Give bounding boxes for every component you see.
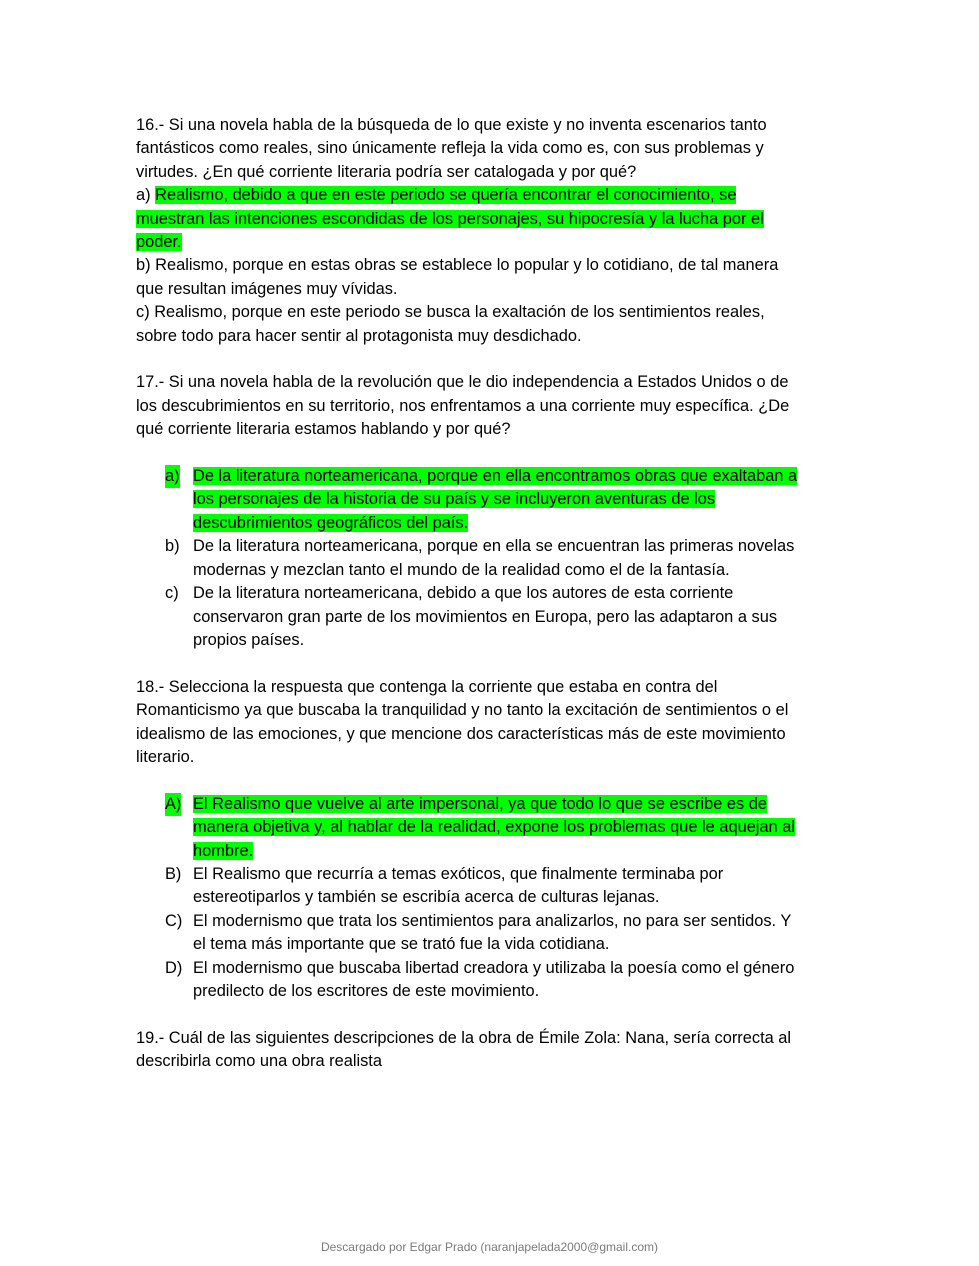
question-18 xyxy=(136,676,846,770)
question-18-line: literario. xyxy=(136,747,195,766)
question-16-option-b xyxy=(136,254,846,301)
option-line: el tema más importante que se trató fue la vida cotidiana. xyxy=(193,935,610,954)
option-line: El Realismo que recurría a temas exóticos, que finalmente terminaba por xyxy=(193,864,724,883)
option-line: c) Realismo, porque en este periodo se busca la exaltación de los sentimientos reales, xyxy=(136,303,765,322)
question-18-options xyxy=(136,793,846,1004)
option-label: a) xyxy=(165,465,180,488)
document-body xyxy=(136,114,846,1097)
option-line: Realismo, debido a que en este periodo se quería encontrar el conocimiento, se xyxy=(155,186,737,205)
question-16-option-c xyxy=(136,301,846,348)
question-16 xyxy=(136,114,846,348)
option-line: De la literatura norteamericana, porque en ella encontramos obras que exaltaban a xyxy=(193,467,798,486)
option-line: propios países. xyxy=(193,630,305,649)
option-line: hombre. xyxy=(193,841,254,860)
option-line: b) Realismo, porque en estas obras se establece lo popular y lo cotidiano, de tal manera xyxy=(136,256,779,275)
question-17 xyxy=(136,371,846,441)
option-label: B) xyxy=(165,864,182,883)
option-line: estereotiparlos y también se escribía acerca de culturas lejanas. xyxy=(193,888,660,907)
question-19-line: describirla como una obra realista xyxy=(136,1052,382,1071)
question-17-option-a xyxy=(136,465,846,535)
option-line: De la literatura norteamericana, debido a que los autores de esta corriente xyxy=(193,584,734,603)
question-18-option-c xyxy=(136,910,846,957)
option-line: descubrimientos geográficos del país. xyxy=(193,513,469,532)
option-label: c) xyxy=(165,584,179,603)
question-17-line: los descubrimientos en su territorio, nos enfrentamos a una corriente muy específica. ¿De xyxy=(136,396,790,415)
question-16-option-a xyxy=(136,184,846,254)
option-line: poder. xyxy=(136,233,182,252)
question-18-line: idealismo de las emociones, y que mencione dos características más de este movimiento xyxy=(136,724,786,743)
option-line: El modernismo que trata los sentimientos para analizarlos, no para ser sentidos. Y xyxy=(193,911,792,930)
question-16-line: fantásticos como reales, sino únicamente refleja la vida como es, con sus problemas y xyxy=(136,139,764,158)
question-17-option-b xyxy=(136,535,846,582)
question-17-line: 17.- Si una novela habla de la revolución que le dio independencia a Estados Unidos o de xyxy=(136,373,789,392)
question-17-options xyxy=(136,465,846,652)
option-label: a) xyxy=(136,186,156,205)
question-16-line: 16.- Si una novela habla de la búsqueda de lo que existe y no inventa escenarios tanto xyxy=(136,116,767,134)
option-line: sobre todo para hacer sentir al protagonista muy desdichado. xyxy=(136,326,582,345)
question-19-line: 19.- Cuál de las siguientes descripciones de la obra de Émile Zola: Nana, sería correcta al xyxy=(136,1028,792,1047)
option-line: que resultan imágenes muy vívidas. xyxy=(136,279,398,298)
question-18-line: 18.- Selecciona la respuesta que contenga la corriente que estaba en contra del xyxy=(136,677,718,696)
question-17-line: qué corriente literaria estamos hablando y por qué? xyxy=(136,420,511,439)
question-16-line: virtudes. ¿En qué corriente literaria podría ser catalogada y por qué? xyxy=(136,162,637,181)
option-line: El Realismo que vuelve al arte impersonal, ya que todo lo que se escribe es de xyxy=(193,794,768,813)
option-label: A) xyxy=(165,793,181,816)
option-label: C) xyxy=(165,911,183,930)
option-label: D) xyxy=(165,958,183,977)
option-line: manera objetiva y, al hablar de la realidad, expone los problemas que le aquejan al xyxy=(193,818,795,837)
option-label: b) xyxy=(165,537,180,556)
option-line: conservaron gran parte de los movimientos en Europa, pero las adaptaron a sus xyxy=(193,607,778,626)
download-footer: Descargado por Edgar Prado (naranjapelada2000@gmail.com) xyxy=(320,1240,659,1254)
question-19 xyxy=(136,1027,846,1074)
option-line: muestran las intenciones escondidas de los personajes, su hipocresía y la lucha por el xyxy=(136,209,764,228)
option-line: El modernismo que buscaba libertad creadora y utilizaba la poesía como el género xyxy=(193,958,795,977)
question-18-option-b xyxy=(136,863,846,910)
option-line: De la literatura norteamericana, porque en ella se encuentran las primeras novelas xyxy=(193,537,795,556)
option-line: modernas y mezclan tanto el mundo de la realidad como el de la fantasía. xyxy=(193,560,730,579)
question-18-option-a xyxy=(136,793,846,863)
option-line: predilecto de los escritores de este movimiento. xyxy=(193,981,540,1000)
question-18-option-d xyxy=(136,957,846,1004)
option-line: los personajes de la historia de su país y se incluyeron aventuras de los xyxy=(193,490,716,509)
question-17-option-c xyxy=(136,582,846,652)
question-18-line: Romanticismo ya que buscaba la tranquilidad y no tanto la excitación de sentimientos o el xyxy=(136,701,789,720)
